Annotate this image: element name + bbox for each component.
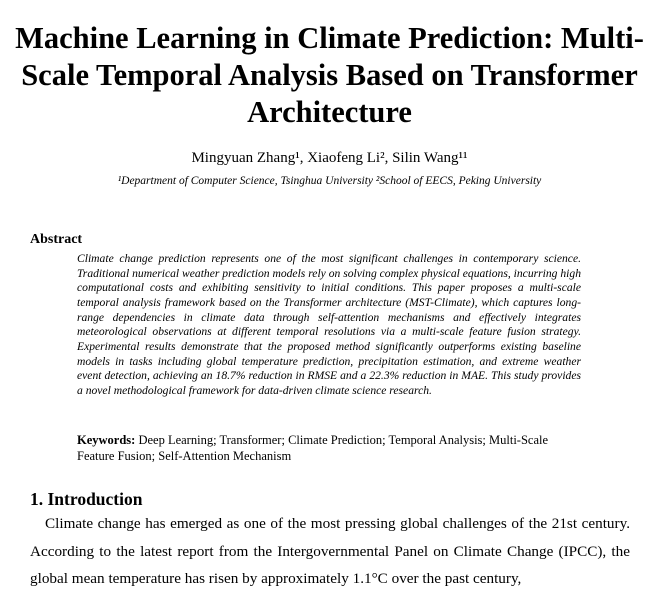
section-heading-introduction: 1. Introduction — [30, 489, 143, 509]
keywords-text: Deep Learning; Transformer; Climate Prediction; Temporal Analysis; Multi-Scale Feature Fusion; Self-Attention Mechanism — [77, 433, 549, 463]
abstract-heading: Abstract — [30, 232, 83, 247]
introduction-text: Climate change has emerged as one of the most pressing global challenges of the 21st century. According to the latest report from the Intergovernmental Panel on Climate Change (IPCC), the global mean temperature has risen by approximately 1.1°C over the past century, — [30, 515, 630, 587]
abstract-text: Climate change prediction represents one of the most significant challenges in contemporary science. Traditional numerical weather prediction models rely on solving complex physical equations, incurring high computational costs and exhibiting sensitivity to initial conditions. This paper proposes a multi-scale temporal analysis framework based on the Transformer architecture (MST-Climate), which captures long-range dependencies in climate data through self-attention mechanisms and effectively integrates meteorological observations at different temporal resolutions via a multi-scale feature fusion strategy. Experimental results demonstrate that the proposed method significantly outperforms existing baseline models in tasks including global temperature prediction, precipitation estimation, and extreme weather event detection, achieving an 18.7% reduction in RMSE and a 22.3% reduction in MAE. This study provides a novel methodological framework for data-driven climate science research. — [77, 252, 581, 397]
author-list: Mingyuan Zhang¹, Xiaofeng Li², Silin Wang¹¹ — [191, 150, 468, 166]
keywords-label: Keywords: — [77, 433, 136, 447]
affiliations: ¹Department of Computer Science, Tsinghua University ²School of EECS, Peking University — [117, 175, 542, 187]
keywords — [77, 433, 585, 464]
paper-title: Machine Learning in Climate Prediction: Multi-Scale Temporal Analysis Based on Transformer Architecture — [15, 21, 644, 129]
